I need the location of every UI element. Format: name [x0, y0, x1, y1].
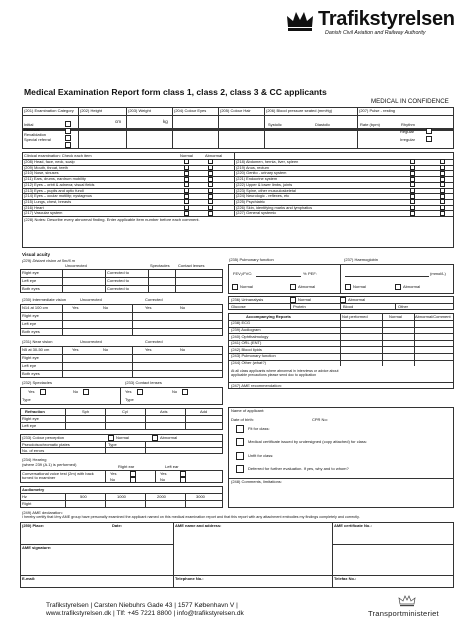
hb-abnormal-checkbox[interactable] — [395, 284, 401, 290]
near-right-label: Right eye — [22, 355, 39, 360]
clinical-left-abnormal-checkbox[interactable] — [208, 165, 213, 170]
clinical-right-normal-checkbox[interactable] — [410, 205, 415, 210]
clinical-left-abnormal-checkbox[interactable] — [208, 171, 213, 176]
report-item-label: (241) ORL (ENT) — [231, 340, 262, 346]
clinical-right-label: (220) Genito - urinary system — [236, 170, 287, 176]
regular-label: Regular — [400, 129, 415, 134]
intermediate-label: (230) Intermediate vision — [22, 297, 67, 302]
colour-pseudo: Pseudoisochromatic plates — [22, 442, 70, 447]
clinical-left-label: (210) Nose, sinuses — [24, 170, 59, 176]
clinical-left-label: (215) Lungs, chest, breasts — [24, 198, 72, 204]
clinical-notes-label: (228) Notes: Describe every abnormal finding. Enter applicable item number before each comment. — [24, 217, 200, 222]
ame-cert-label: AME certificate No.: — [334, 523, 372, 528]
field-204: (204) Colour Eyes — [174, 108, 207, 113]
urine-abnormal: Abnormal — [348, 297, 366, 302]
urine-title: (236) Urinanalysis — [231, 297, 264, 302]
signature-table — [20, 522, 454, 588]
field-203: (203) Weight — [128, 108, 151, 113]
pef-label: PEF: — [308, 271, 317, 276]
clinical-left-abnormal-checkbox[interactable] — [208, 199, 213, 204]
rhythm-label: Rhythm — [401, 122, 415, 127]
n5-no-2: No — [180, 347, 186, 352]
report-item-label: (244) Other (what?) — [231, 360, 266, 365]
contact-no-checkbox[interactable] — [182, 389, 188, 395]
clinical-right-label: (218) Abdomen, hernia, liver, spleen — [236, 159, 299, 164]
clinical-right-abnormal-checkbox[interactable] — [440, 188, 445, 193]
reports-not-performed: Not performed — [342, 314, 368, 319]
n5-label: N5 at 30-50 cm — [22, 347, 50, 352]
clinical-right-normal-checkbox[interactable] — [410, 182, 415, 187]
urine-protein: Protein — [293, 304, 306, 309]
cert-label: Medical certificate issued by undersigned (copy attached) for class: — [248, 439, 367, 444]
n5-no-1: No — [103, 347, 109, 352]
report-item-label: (239) Audiogram — [231, 327, 261, 332]
spectacles-label: (232) Spectacles — [22, 380, 53, 385]
field-207: (207) Pulse - resting — [359, 108, 396, 113]
urine-other: Other — [398, 304, 409, 309]
clinical-left-normal-checkbox[interactable] — [184, 165, 189, 170]
intermediate-corrected: Corrected — [145, 297, 163, 302]
urine-abnormal-checkbox[interactable] — [340, 297, 346, 303]
spec-type: Type — [22, 397, 31, 402]
clinical-left-label: (213) Eyes – pupils and optic fundi — [24, 187, 84, 193]
colour-plates: No. of errors — [22, 448, 45, 453]
clinical-right-abnormal-checkbox[interactable] — [440, 182, 445, 187]
ministry-crown-icon — [398, 595, 416, 607]
clinical-right-abnormal-checkbox[interactable] — [440, 171, 445, 176]
fev-label: FEV₁/FVC: — [233, 271, 253, 276]
clinical-right-normal-checkbox[interactable] — [410, 159, 415, 164]
colour-abnormal: Abnormal — [160, 435, 178, 440]
irregular-label: Irregular — [400, 137, 415, 142]
urine-blood: Blood — [343, 304, 354, 309]
refraction-title: Refraction — [25, 409, 45, 414]
clinical-left-abnormal-checkbox[interactable] — [208, 182, 213, 187]
refraction-axis: Axis — [160, 409, 168, 414]
clinical-left-normal-checkbox[interactable] — [184, 171, 189, 176]
clinical-abnormal-header: Abnormal — [205, 153, 223, 158]
audiometry-hz: Hz — [22, 494, 27, 499]
revalidation-label: Revalidation — [24, 132, 47, 137]
fit-checkbox[interactable] — [236, 425, 244, 433]
clinical-right-label: (226) Skin, identifying marks and lymphatics — [236, 204, 313, 210]
hearing-title: (234) Hearing — [22, 457, 47, 462]
clinical-left-normal-checkbox[interactable] — [184, 182, 189, 187]
distant-left-label: Left eye — [22, 278, 37, 283]
clinical-right-abnormal-checkbox[interactable] — [440, 211, 445, 216]
footer-contact: www.trafikstyrelsen.dk | Tlf: +45 7221 8800 | info@trafikstyrelsen.dk — [46, 610, 244, 617]
clinical-right-abnormal-checkbox[interactable] — [440, 194, 445, 199]
intermediate-both-label: Both eyes — [22, 329, 40, 334]
pulmonary-title: (235) Pulmonary function — [229, 257, 274, 262]
diastolic-label: Diastolic — [315, 122, 331, 127]
refraction-right: Right eye — [22, 416, 39, 421]
uncorrected-header-1: Uncorrected — [65, 263, 87, 268]
n14-label: N14 at 100 cm — [22, 305, 49, 310]
ame-recommendation: (247) AME recommendation: — [231, 383, 282, 388]
special-label: Special referral — [24, 137, 51, 142]
confidential-label: MEDICAL IN CONFIDENCE — [371, 98, 449, 105]
contact-yes: Yes — [125, 389, 132, 394]
n14-yes-2: Yes — [145, 305, 152, 310]
phone-label: Telephone No.: — [175, 576, 204, 581]
kg-unit: kg — [163, 119, 168, 124]
clinical-left-abnormal-checkbox[interactable] — [208, 177, 213, 182]
clinical-left-label: (211) Ears, drums, eardrum mobility — [24, 176, 86, 182]
footer-address: Trafikstyrelsen | Carsten Niebuhrs Gade 43 | 1577 København V | — [46, 602, 238, 609]
clinical-left-abnormal-checkbox[interactable] — [208, 194, 213, 199]
hearing-right: Right ear — [118, 464, 135, 469]
deferred-label: Deferred for further evaluation. If yes, why and to whom? — [248, 466, 349, 471]
corrected-to-1: Corrected to — [107, 270, 130, 275]
near-corrected: Corrected — [145, 339, 163, 344]
hearing-left: Left ear — [165, 464, 179, 469]
pulmonary-abnormal: Abnormal — [298, 284, 316, 289]
clinical-left-normal-checkbox[interactable] — [184, 159, 189, 164]
freq-3000: 3000 — [196, 494, 205, 499]
clinical-right-normal-checkbox[interactable] — [410, 171, 415, 176]
unfit-label: Unfit for class: — [248, 453, 274, 458]
intermediate-right-label: Right eye — [22, 313, 39, 318]
initial-label: Initial — [24, 122, 34, 127]
fit-label: Fit for class: — [248, 426, 270, 431]
urine-normal-checkbox[interactable] — [290, 297, 296, 303]
hearing-right-yes: Yes — [110, 471, 117, 476]
clinical-left-normal-checkbox[interactable] — [184, 211, 189, 216]
hb-normal: Normal — [353, 284, 366, 289]
hb-normal-checkbox[interactable] — [345, 284, 351, 290]
spec-yes-checkbox[interactable] — [40, 389, 46, 395]
freq-1000: 1000 — [117, 494, 126, 499]
place-label: (250) Place: — [22, 523, 45, 528]
clinical-left-abnormal-checkbox[interactable] — [208, 205, 213, 210]
applicant-dob: Date of birth: — [231, 417, 254, 422]
spec-no-checkbox[interactable] — [83, 389, 89, 395]
clinical-left-label: (212) Eyes – orbit & adnexa; visual fields — [24, 181, 95, 187]
clinical-left-label: (216) Heart — [24, 204, 44, 210]
logo-name: Trafikstyrelsen — [318, 8, 455, 30]
clinical-left-normal-checkbox[interactable] — [184, 194, 189, 199]
urine-glucose: Glucose — [231, 304, 246, 309]
audiometry-title: Audiometry — [22, 487, 45, 492]
distant-both-label: Both eyes — [22, 286, 40, 291]
spectacles-table — [20, 387, 223, 405]
contact-lenses-label: (233) Contact lenses — [125, 380, 162, 385]
colour-title: (233) Colour perception — [22, 435, 65, 440]
contact-no: No — [172, 389, 178, 394]
clinical-left-abnormal-checkbox[interactable] — [208, 211, 213, 216]
clinical-left-normal-checkbox[interactable] — [184, 177, 189, 182]
cm-unit: cm — [115, 119, 122, 124]
refraction-sph: Sph — [82, 409, 90, 414]
date-label: Date: — [112, 523, 123, 528]
hb-unit: (mmol/L) — [430, 271, 446, 276]
report-item-label: (243) Pulmonary function — [231, 353, 276, 359]
ame-sig-label: AME signature: — [22, 545, 52, 550]
clinical-left-label: (208) Head, face, neck, scalp — [24, 159, 75, 164]
hearing-conv: Conversational voice test (2m) with back turned to examiner — [22, 471, 94, 481]
report-item-label: (240) Ophthalmology — [231, 333, 269, 339]
clinical-left-normal-checkbox[interactable] — [184, 188, 189, 193]
clinical-left-abnormal-checkbox[interactable] — [208, 159, 213, 164]
clinical-right-abnormal-checkbox[interactable] — [440, 177, 445, 182]
top-outer — [22, 107, 454, 149]
report-item-label: (238) ECG — [231, 320, 251, 326]
deferred-checkbox[interactable] — [236, 465, 244, 473]
clinical-right-label: (224) Neurologic - reflexes, etc — [236, 193, 290, 199]
intermediate-uncorrected: Uncorrected — [80, 297, 102, 302]
unfit-checkbox[interactable] — [236, 452, 244, 460]
clinical-right-label: (227) General systemic — [236, 210, 277, 216]
clinical-right-abnormal-checkbox[interactable] — [440, 199, 445, 204]
corrected-to-2: Corrected to — [107, 278, 130, 283]
n14-no-1: No — [103, 305, 109, 310]
colour-abnormal-checkbox[interactable] — [152, 435, 158, 441]
hearing-left-no: No — [160, 477, 166, 482]
near-label: (231) Near vision — [22, 339, 53, 344]
visual-header: Visual acuity — [22, 252, 51, 257]
spec-yes: Yes — [28, 389, 35, 394]
pulmonary-abnormal-checkbox[interactable] — [290, 284, 296, 290]
hb-abnormal: Abnormal — [403, 284, 421, 289]
clinical-right-normal-checkbox[interactable] — [410, 194, 415, 199]
clinical-left-label: (214) Eyes – ocular motility; nystagmus — [24, 193, 92, 199]
hearing-right-no-checkbox[interactable] — [130, 477, 136, 483]
n5-yes-2: Yes — [145, 347, 152, 352]
refraction-left: Left eye — [22, 423, 37, 428]
clinical-right-normal-checkbox[interactable] — [410, 211, 415, 216]
colour-normal: Normal — [116, 435, 129, 440]
declaration-title: (249) AME declaration: — [22, 510, 63, 515]
declaration-text: I hereby certify that I/my AME group have personally examined the applicant named on this medical examination report and that this report with any attachment embodies my findings completely and correctly. — [22, 515, 360, 519]
clinical-left-label: (217) Vascular system — [24, 210, 63, 216]
clinical-right-label: (221) Endocrine system — [236, 176, 278, 182]
hearing-sub: (where 239 (A.1) is performed) — [22, 462, 77, 467]
near-both-label: Both eyes — [22, 371, 40, 376]
corrected-to-3: Corrected to — [107, 286, 130, 291]
systolic-label: Systolic — [268, 122, 282, 127]
clinical-right-normal-checkbox[interactable] — [410, 165, 415, 170]
refraction-add: Add — [200, 409, 208, 414]
n14-no-2: No — [180, 305, 186, 310]
pulmonary-normal-checkbox[interactable] — [232, 284, 238, 290]
pulmonary-hb-table — [228, 264, 454, 294]
clinical-left-normal-checkbox[interactable] — [184, 205, 189, 210]
rate-label: Rate (bpm) — [360, 122, 381, 127]
field-201: (201) Examination Category — [24, 108, 74, 113]
clinical-right-abnormal-checkbox[interactable] — [440, 159, 445, 164]
clinical-right-label: (219) Anus, rectum — [236, 164, 269, 170]
field-206: (206) Blood pressure seated (mmHg) — [266, 108, 333, 113]
clinical-right-normal-checkbox[interactable] — [410, 177, 415, 182]
intermediate-left-label: Left eye — [22, 321, 37, 326]
renewal-label: Renewal — [24, 127, 40, 132]
clinical-right-normal-checkbox[interactable] — [410, 199, 415, 204]
distant-right-label: Right eye — [22, 270, 39, 275]
freq-500: 500 — [80, 494, 87, 499]
hearing-left-yes: Yes — [160, 471, 167, 476]
clinical-left-abnormal-checkbox[interactable] — [208, 188, 213, 193]
clinical-left-normal-checkbox[interactable] — [184, 199, 189, 204]
spectacles-header: Spectacles — [150, 263, 170, 268]
contact-yes-checkbox[interactable] — [137, 389, 143, 395]
clinical-right-label: (223) Spine, other musculoskeletal — [236, 187, 296, 193]
hearing-left-no-checkbox[interactable] — [180, 477, 186, 483]
reports-note: At all class applicants where abnormal in interviews or advice about applicable precautions please send doc to application — [231, 369, 339, 377]
clinical-right-normal-checkbox[interactable] — [410, 188, 415, 193]
fev-pct: % — [303, 271, 307, 276]
n14-yes-1: Yes — [72, 305, 79, 310]
logo-tagline: Danish Civil Aviation and Railway Authority — [325, 30, 426, 36]
email-label: E-mail: — [22, 576, 36, 581]
hearing-right-no: No — [110, 477, 116, 482]
near-uncorrected: Uncorrected — [80, 339, 102, 344]
report-item-label: (242) Blood lipids — [231, 346, 262, 352]
near-left-label: Left eye — [22, 363, 37, 368]
urine-normal: Normal — [298, 297, 311, 302]
clinical-right-label: (222) Upper & lower limbs, joints — [236, 181, 293, 187]
contact-header: Contact lenses — [178, 263, 205, 268]
clinical-normal-header: Normal — [180, 153, 193, 158]
ame-name-label: AME name and address: — [175, 523, 222, 528]
crown-icon — [285, 9, 315, 33]
n5-yes-1: Yes — [72, 347, 79, 352]
clinical-right-label: (225) Psychiatric — [236, 198, 265, 204]
freq-2000: 2000 — [157, 494, 166, 499]
applicant-name: Name of applicant: — [231, 408, 265, 413]
contact-type: Type — [125, 397, 134, 402]
colour-normal-checkbox[interactable] — [108, 435, 114, 441]
audiometry-right: Right — [22, 501, 32, 506]
refraction-cyl: Cyl — [122, 409, 128, 414]
spec-no: No — [73, 389, 79, 394]
reports-abnormal: Abnormal/Comment — [415, 314, 451, 319]
colour-type: Type — [108, 442, 117, 447]
pulmonary-normal: Normal — [240, 284, 253, 289]
reports-normal: Normal — [389, 314, 402, 319]
distant-label: (229) Distant vision at 5m/6 m — [22, 258, 76, 263]
clinical-right-abnormal-checkbox[interactable] — [440, 205, 445, 210]
form-title: Medical Examination Report form class 1, class 2, class 3 & CC applicants — [24, 87, 327, 97]
telefax-label: Telefax No.: — [334, 576, 357, 581]
clinical-left-label: (209) Mouth, throat, teeth — [24, 164, 68, 170]
clinical-header: Clinical examination: Check each item — [24, 153, 92, 158]
clinical-right-abnormal-checkbox[interactable] — [440, 165, 445, 170]
field-202: (202) Height — [80, 108, 103, 113]
comments-label: (248) Comments, limitations: — [231, 479, 282, 484]
reports-title: Accompanying Reports — [246, 314, 291, 319]
field-205: (205) Colour Hair — [220, 108, 251, 113]
footer-ministry: Transportministeriet — [368, 609, 439, 618]
cert-checkbox[interactable] — [236, 438, 244, 446]
applicant-cpr: CPR No: — [312, 417, 328, 422]
hb-title: (237) Haemoglobin — [344, 257, 379, 262]
